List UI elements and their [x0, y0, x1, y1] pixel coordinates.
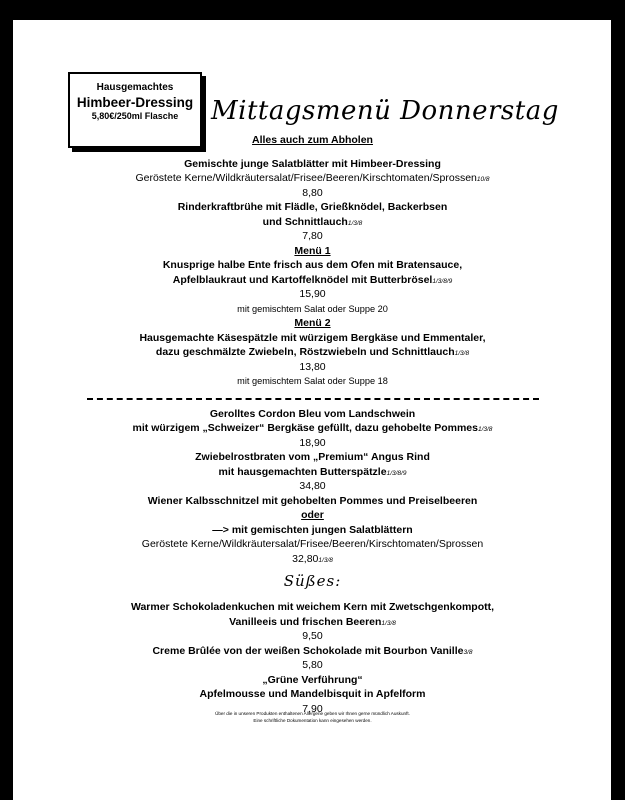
menu2-allergens: 1/3/8 [454, 350, 470, 357]
cake-line2-wrap [0, 615, 625, 630]
menu2-price: 13,80 [299, 360, 326, 373]
salad-desc: Geröstete Kerne/Wildkräutersalat/Frisee/Beeren/Kirschtomaten/Sprossen [135, 172, 477, 184]
schnitzel-price-wrap [0, 552, 625, 567]
green-price: 7,90 [302, 702, 323, 715]
cordon-line2: mit würzigem „Schweizer“ Bergkäse gefüllt, dazu gehobelte Pommes [132, 422, 478, 434]
salad-desc-line [0, 171, 625, 186]
menu2-line2-wrap [0, 345, 625, 360]
rostbraten-line1: Zwiebelrostbraten vom „Premium“ Angus Rind [195, 451, 430, 463]
badge-line1: Hausgemachtes [96, 82, 174, 93]
schnitzel-line1: Wiener Kalbsschnitzel mit gehobelten Pommes und Preiselbeeren [147, 494, 478, 507]
footer-line1: Über die in unseren Produkten enthaltenen Allergene geben wir Ihnen gerne mündlich Auskunft. [215, 711, 410, 716]
menu2-label: Menü 2 [294, 317, 331, 329]
green-line2: Apfelmousse und Mandelbisquit in Apfelform [199, 688, 426, 700]
allergen-footer [0, 710, 625, 724]
cake-line1: Warmer Schokoladenkuchen mit weichem Kern mit Zwetschgenkompott, [130, 601, 495, 613]
menu2-line1: Hausgemachte Käsespätzle mit würzigem Bergkäse und Emmentaler, [139, 331, 486, 344]
rostbraten-allergens: 1/3/8/9 [386, 469, 407, 477]
soup-line2-wrap [0, 215, 625, 230]
soup-allergens: 1/3/8 [347, 219, 363, 227]
menu1-line2-wrap [0, 273, 625, 288]
cordon-line2-wrap [0, 421, 625, 436]
badge-line2: Himbeer-Dressing [76, 95, 194, 110]
menu2-line2: dazu geschmälzte Zwiebeln, Röstzwiebeln und Schnittlauch [155, 346, 455, 358]
soup-price: 7,80 [302, 230, 323, 242]
schnitzel-desc: Geröstete Kerne/Wildkräutersalat/Frisee/Beeren/Kirschtomaten/Sprossen [141, 538, 484, 550]
badge-line3: 5,80€/250ml Flasche [91, 111, 179, 121]
cake-price: 9,50 [302, 630, 323, 642]
sweets-heading: Süßes: [283, 572, 342, 590]
schnitzel-or: oder [301, 509, 324, 521]
menu1-allergens: 1/3/8/9 [432, 277, 453, 285]
rostbraten-line2: mit hausgemachten Butterspätzle [218, 465, 387, 478]
intro-note: Alles auch zum Abholen [252, 134, 373, 146]
salad-price: 8,80 [302, 186, 323, 199]
soup-line2: und Schnittlauch [262, 215, 348, 228]
green-line1: „Grüne Verführung“ [262, 673, 363, 686]
creme-line-wrap [0, 644, 625, 659]
menu-title: Mittagsmenü Donnerstag [211, 96, 559, 126]
menu1-line2: Apfelblaukraut und Kartoffelknödel mit Butterbrösel [172, 273, 433, 286]
menu-body [0, 133, 625, 716]
menu1-price: 15,90 [299, 288, 326, 300]
menu2-note: mit gemischtem Salat oder Suppe 18 [237, 376, 388, 386]
footer-line2: Eine schriftliche Dokumentation kann eingesehen werden. [253, 718, 372, 723]
schnitzel-allergens: 1/3/8 [318, 556, 333, 564]
creme-line1: Creme Brûlée von der weißen Schokolade mit Bourbon Vanille [152, 644, 464, 657]
cordon-price: 18,90 [299, 436, 326, 449]
menu1-label: Menü 1 [294, 244, 331, 257]
salad-allergens: 10/8 [476, 176, 490, 183]
schnitzel-line2: —> mit gemischten jungen Salatblättern [212, 523, 413, 536]
cordon-line1: Gerolltes Cordon Bleu vom Landschwein [209, 407, 416, 420]
rostbraten-price: 34,80 [299, 480, 326, 492]
soup-line1: Rinderkraftbrühe mit Flädle, Grießknödel, Backerbsen [177, 201, 448, 213]
creme-allergens: 3/8 [463, 648, 473, 656]
menu1-note: mit gemischtem Salat oder Suppe 20 [237, 303, 388, 314]
cake-line2: Vanilleeis und frischen Beeren [229, 615, 382, 628]
rostbraten-line2-wrap [0, 465, 625, 480]
cordon-allergens: 1/3/8 [477, 426, 493, 433]
creme-price: 5,80 [302, 659, 323, 671]
menu1-line1: Knusprige halbe Ente frisch aus dem Ofen mit Bratensauce, [162, 259, 463, 271]
salad-name: Gemischte junge Salatblätter mit Himbeer-Dressing [184, 157, 441, 170]
cake-allergens: 1/3/8 [381, 619, 396, 627]
section-divider [0, 391, 625, 405]
schnitzel-price: 32,80 [292, 552, 319, 565]
